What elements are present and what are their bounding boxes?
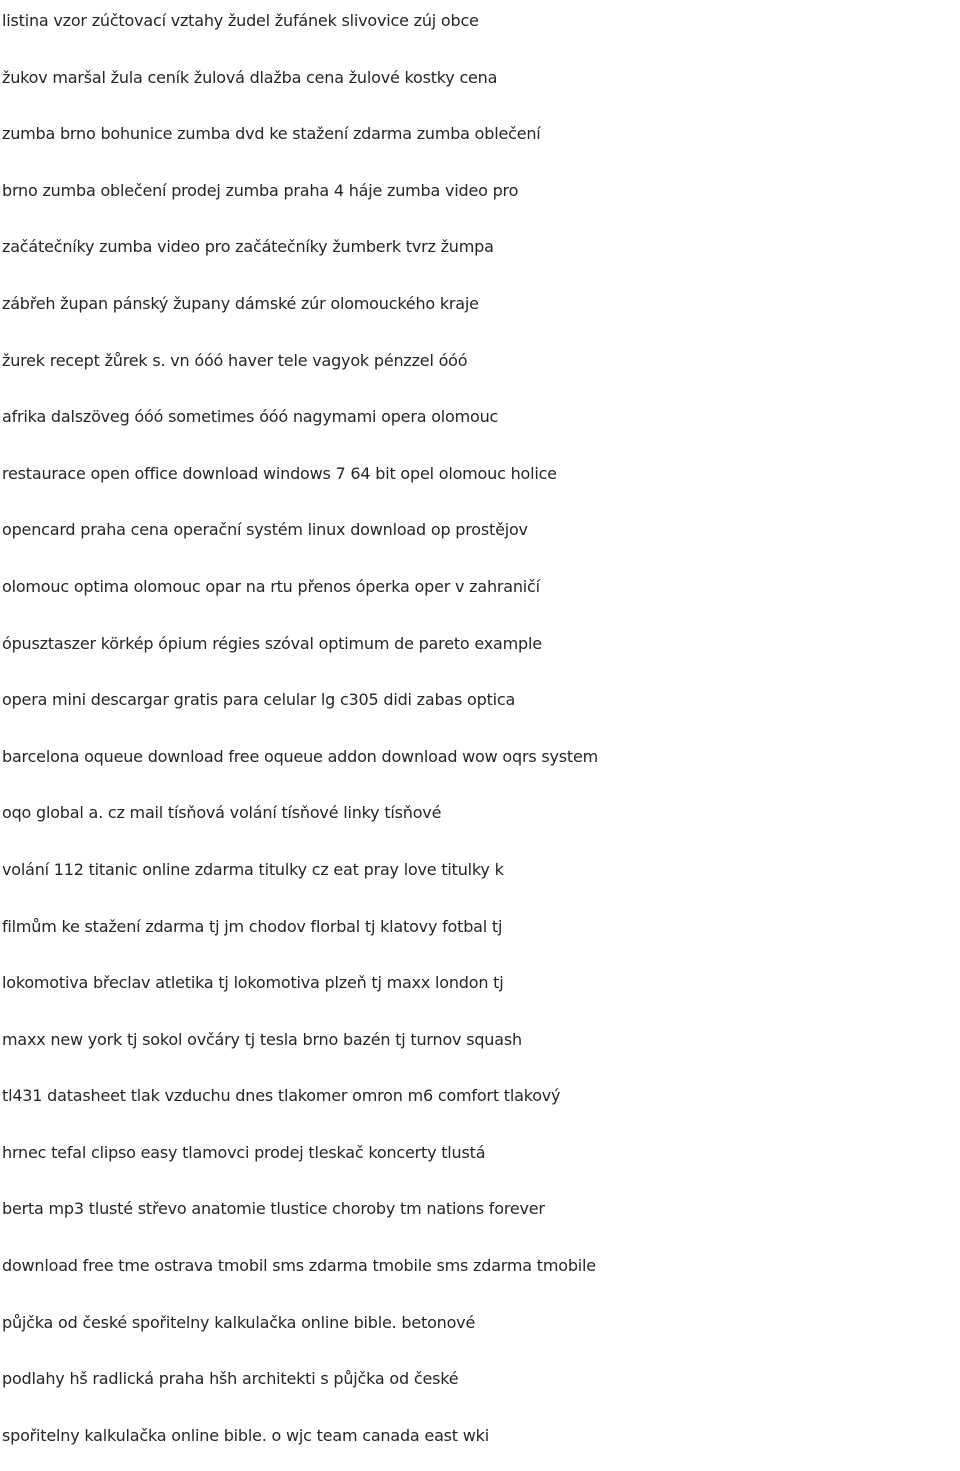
text-line: zábřeh župan pánský župany dámské zúr olomouckého kraje bbox=[2, 293, 479, 313]
body-text bbox=[2, 0, 960, 1471]
text-line: listina vzor zúčtovací vztahy žudel žufánek slivovice zúj obce bbox=[2, 11, 479, 30]
text-line: opera mini descargar gratis para celular lg c305 didi zabas optica bbox=[2, 690, 516, 710]
text-line: spořitelny kalkulačka online bible. o wjc team canada east wki bbox=[2, 1425, 489, 1445]
text-line: berta mp3 tlusté střevo anatomie tlustice choroby tm nations forever bbox=[2, 1199, 545, 1219]
text-line: začátečníky zumba video pro začátečníky žumberk tvrz žumpa bbox=[2, 237, 494, 257]
text-line: podlahy hš radlická praha hšh architekti s půjčka od české bbox=[2, 1369, 459, 1389]
text-line: zumba brno bohunice zumba dvd ke stažení zdarma zumba oblečení bbox=[2, 124, 541, 144]
text-line: maxx new york tj sokol ovčáry tj tesla brno bazén tj turnov squash bbox=[2, 1029, 522, 1049]
text-line: brno zumba oblečení prodej zumba praha 4 háje zumba video pro bbox=[2, 180, 519, 200]
text-line: lokomotiva břeclav atletika tj lokomotiva plzeň tj maxx london tj bbox=[2, 973, 504, 993]
text-line: afrika dalszöveg óóó sometimes óóó nagymami opera olomouc bbox=[2, 407, 499, 427]
text-line: žurek recept žůrek s. vn óóó haver tele vagyok pénzzel óóó bbox=[2, 350, 468, 370]
text-line: download free tme ostrava tmobil sms zdarma tmobile sms zdarma tmobile bbox=[2, 1256, 596, 1276]
text-line: filmům ke stažení zdarma tj jm chodov florbal tj klatovy fotbal tj bbox=[2, 916, 503, 936]
text-line: opencard praha cena operační systém linux download op prostějov bbox=[2, 520, 528, 540]
text-line: hrnec tefal clipso easy tlamovci prodej tleskač koncerty tlustá bbox=[2, 1142, 486, 1162]
text-line: půjčka od české spořitelny kalkulačka online bible. betonové bbox=[2, 1312, 476, 1332]
text-line: restaurace open office download windows 7 64 bit opel olomouc holice bbox=[2, 463, 557, 483]
text-line: olomouc optima olomouc opar na rtu přenos óperka oper v zahraničí bbox=[2, 576, 540, 596]
text-line: volání 112 titanic online zdarma titulky cz eat pray love titulky k bbox=[2, 859, 504, 879]
text-line: barcelona oqueue download free oqueue addon download wow oqrs system bbox=[2, 746, 599, 766]
text-line: žukov maršal žula ceník žulová dlažba cena žulové kostky cena bbox=[2, 67, 498, 87]
text-line: tl431 datasheet tlak vzduchu dnes tlakomer omron m6 comfort tlakový bbox=[2, 1086, 561, 1106]
text-line: ópusztaszer körkép ópium régies szóval optimum de pareto example bbox=[2, 633, 542, 653]
text-line: oqo global a. cz mail tísňová volání tísňové linky tísňové bbox=[2, 803, 442, 823]
